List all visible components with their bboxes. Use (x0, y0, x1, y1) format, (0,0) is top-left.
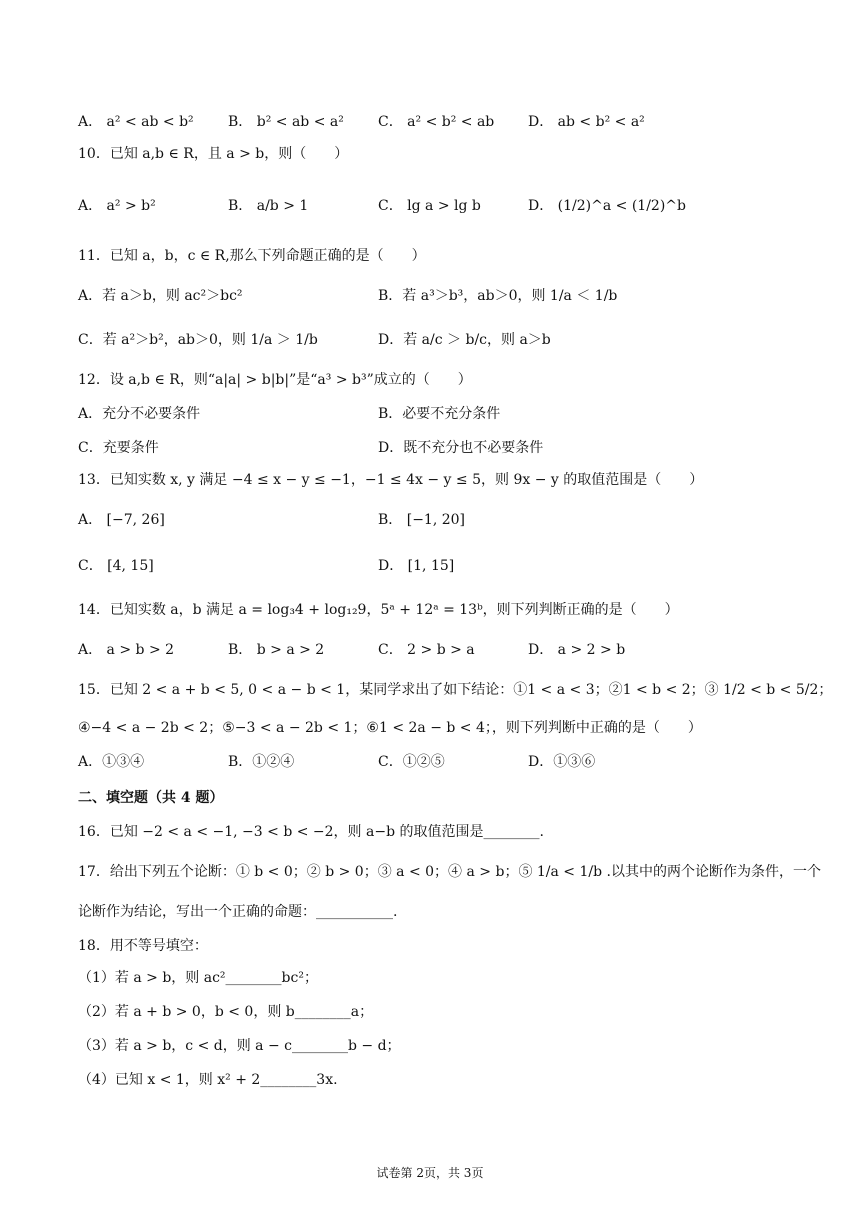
q11-option-d: D．若 a/c ＞ b/c，则 a＞b (378, 332, 551, 348)
q9-option-b: B． b² < ab < a² (228, 114, 344, 130)
q11-option-a: A．若 a＞b，则 ac²＞bc² (78, 288, 243, 304)
q15-option-b: B．①②④ (228, 754, 295, 770)
q12-option-b: B．必要不充分条件 (378, 406, 501, 422)
q18-part-2: （2）若 a + b > 0，b < 0，则 b________a； (78, 1004, 374, 1020)
q12-option-c: C．充要条件 (78, 440, 159, 456)
q17-stem-line1: 17．给出下列五个论断：① b < 0；② b > 0；③ a < 0；④ a > b；⑤ 1/a < 1/b .以其中的两个论断作为条件，一个 (78, 864, 821, 880)
q15-option-c: C．①②⑤ (378, 754, 445, 770)
q18-part-4: （4）已知 x < 1，则 x² + 2________3x. (78, 1072, 338, 1088)
q14-stem: 14．已知实数 a，b 满足 a = log₃4 + log₁₂9，5ᵃ + 12ᵃ = 13ᵇ，则下列判断正确的是（ ） (78, 602, 679, 618)
q10-option-a: A． a² > b² (78, 198, 156, 214)
q18-stem: 18．用不等号填空： (78, 938, 208, 954)
q13-option-d: D． [1, 15] (378, 558, 455, 574)
q16-stem: 16．已知 −2 < a < −1, −3 < b < −2，则 a−b 的取值范围是________. (78, 824, 544, 840)
q11-stem: 11．已知 a，b，c ∈ R,那么下列命题正确的是（ ） (78, 248, 426, 264)
q11-option-c: C．若 a²＞b²，ab＞0，则 1/a ＞ 1/b (78, 332, 318, 348)
q14-option-d: D． a > 2 > b (528, 642, 626, 658)
q14-option-b: B． b > a > 2 (228, 642, 325, 658)
page-footer: 试卷第 2页，共 3页 (376, 1166, 484, 1180)
q9-option-d: D． ab < b² < a² (528, 114, 645, 130)
q13-stem: 13．已知实数 x, y 满足 −4 ≤ x − y ≤ −1，−1 ≤ 4x − y ≤ 5，则 9x − y 的取值范围是（ ） (78, 472, 704, 488)
q13-option-a: A． [−7, 26] (78, 512, 165, 528)
q10-stem: 10．已知 a,b ∈ R，且 a > b，则（ ） (78, 146, 349, 162)
q9-option-a: A． a² < ab < b² (78, 114, 194, 130)
q15-option-d: D．①③⑥ (528, 754, 596, 770)
q15-stem-line2: ④−4 < a − 2b < 2；⑤−3 < a − 2b < 1；⑥1 < 2a − b < 4；，则下列判断中正确的是（ ） (78, 720, 702, 736)
q12-option-d: D．既不充分也不必要条件 (378, 440, 544, 456)
q10-option-b: B． a/b > 1 (228, 198, 309, 214)
q15-stem-line1: 15．已知 2 < a + b < 5, 0 < a − b < 1，某同学求出了如下结论：①1 < a < 3；②1 < b < 2；③ 1/2 < b < 5/2； (78, 682, 833, 698)
q10-option-d: D． (1/2)^a < (1/2)^b (528, 198, 686, 214)
q15-option-a: A．①③④ (78, 754, 145, 770)
q13-option-b: B． [−1, 20] (378, 512, 466, 528)
q10-option-c: C． lg a > lg b (378, 198, 481, 214)
q11-option-b: B．若 a³＞b³，ab＞0，则 1/a ＜ 1/b (378, 288, 618, 304)
q13-option-c: C． [4, 15] (78, 558, 154, 574)
q12-option-a: A．充分不必要条件 (78, 406, 201, 422)
q17-stem-line2: 论断作为结论，写出一个正确的命题：___________. (78, 904, 398, 920)
q14-option-c: C． 2 > b > a (378, 642, 475, 658)
q9-option-c: C． a² < b² < ab (378, 114, 495, 130)
section-heading-fill-in: 二、填空题（共 4 题） (78, 790, 224, 806)
q14-option-a: A． a > b > 2 (78, 642, 175, 658)
q12-stem: 12．设 a,b ∈ R，则“a|a| > b|b|”是“a³ > b³”成立的（ ） (78, 372, 472, 388)
q18-part-1: （1）若 a > b，则 ac²________bc²； (78, 970, 318, 986)
q18-part-3: （3）若 a > b，c < d，则 a − c________b − d； (78, 1038, 401, 1054)
